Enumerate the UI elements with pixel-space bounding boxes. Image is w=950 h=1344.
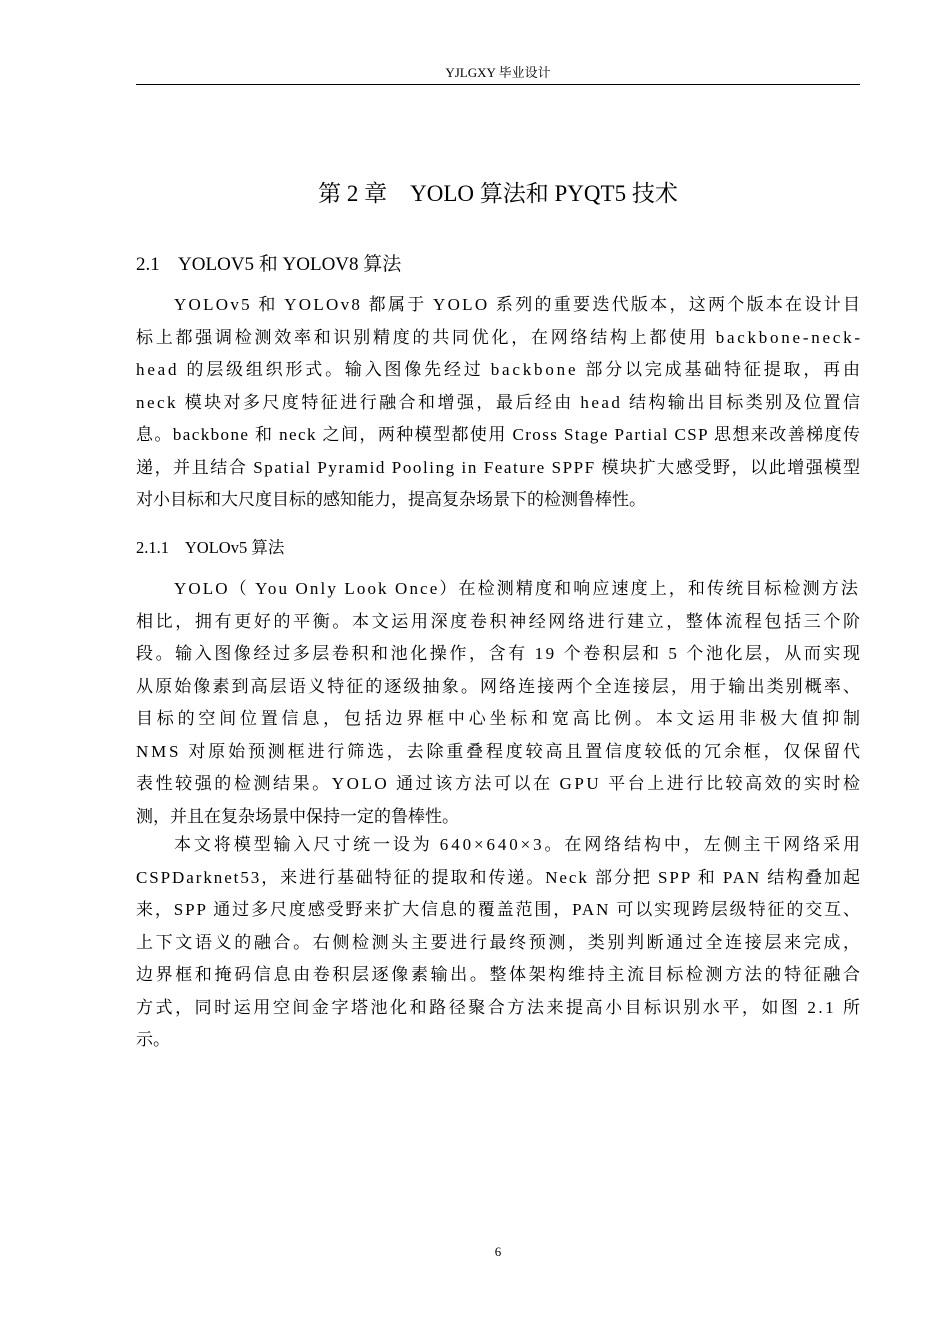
section-heading: 2.1 YOLOV5 和 YOLOV8 算法 [136, 254, 402, 275]
paragraph-line: 表性较强的检测结果。YOLO 通过该方法可以在 GPU 平台上进行比较高效的实时检 [136, 774, 863, 793]
paragraph-line: 测，并且在复杂场景中保持一定的鲁棒性。 [136, 806, 459, 826]
chapter-title: 第 2 章 YOLO 算法和 PYQT5 技术 [318, 181, 678, 206]
section-paragraph [136, 289, 863, 517]
paragraph-line: 从原始像素到高层语义特征的逐级抽象。网络连接两个全连接层，用于输出类别概率、 [136, 676, 863, 696]
paragraph-line: 标上都强调检测效率和识别精度的共同优化，在网络结构上都使用 backbone-neck- [136, 327, 863, 347]
paragraph-line: head 的层级组织形式。输入图像先经过 backbone 部分以完成基础特征提取，再由 [136, 360, 863, 379]
paragraph-line: 段。输入图像经过多层卷积和池化操作，含有 19 个卷积层和 5 个池化层，从而实现 [136, 644, 863, 663]
paragraph-line: 相比，拥有更好的平衡。本文运用深度卷积神经网络进行建立，整体流程包括三个阶 [136, 611, 863, 631]
paragraph-line: 来，SPP 通过多尺度感受野来扩大信息的覆盖范围，PAN 可以实现跨层级特征的交互、 [136, 900, 862, 919]
paragraph-line: 本文将模型输入尺寸统一设为 640×640×3。在网络结构中，左侧主干网络采用 [174, 835, 863, 854]
paragraph-line: CSPDarknet53，来进行基础特征的提取和传递。Neck 部分把 SPP 和 PAN 结构叠加起 [136, 867, 862, 887]
paragraph-line: 对小目标和大尺度目标的感知能力，提高复杂场景下的检测鲁棒性。 [136, 490, 646, 509]
paragraph-line: 方式，同时运用空间金字塔池化和路径聚合方法来提高小目标识别水平，如图 2.1 所 [136, 997, 863, 1017]
page-number: 6 [494, 1244, 502, 1259]
paragraph-line: 示。 [136, 1030, 170, 1049]
paragraph-line: 息。backbone 和 neck 之间，两种模型都使用 Cross Stage Partial CSP 思想来改善梯度传 [136, 425, 862, 444]
subsection-paragraph-1 [136, 573, 864, 833]
subsection-heading: 2.1.1 YOLOv5 算法 [136, 538, 285, 557]
paragraph-line: YOLOv5 和 YOLOv8 都属于 YOLO 系列的重要迭代版本，这两个版本在设计目 [174, 295, 863, 314]
paragraph-line: NMS 对原始预测框进行筛选，去除重叠程度较高且置信度较低的冗余框，仅保留代 [136, 741, 863, 761]
paragraph-line: YOLO（ You Only Look Once）在检测精度和响应速度上，和传统目标检测方法 [174, 579, 860, 598]
running-header: YJLGXY 毕业设计 [136, 62, 860, 85]
paragraph-line: 上下文语义的融合。右侧检测头主要进行最终预测，类别判断通过全连接层来完成， [136, 932, 863, 952]
paragraph-line: 边界框和掩码信息由卷积层逐像素输出。整体架构维持主流目标检测方法的特征融合 [136, 965, 863, 984]
paragraph-line: neck 模块对多尺度特征进行融合和增强，最后经由 head 结构输出目标类别及位置信 [136, 392, 863, 412]
paragraph-line: 目标的空间位置信息，包括边界框中心坐标和宽高比例。本文运用非极大值抑制 [136, 709, 864, 728]
paragraph-line: 递，并且结合 Spatial Pyramid Pooling in Feature SPPF 模块扩大感受野，以此增强模型 [136, 457, 862, 477]
subsection-paragraph-2 [136, 829, 863, 1057]
